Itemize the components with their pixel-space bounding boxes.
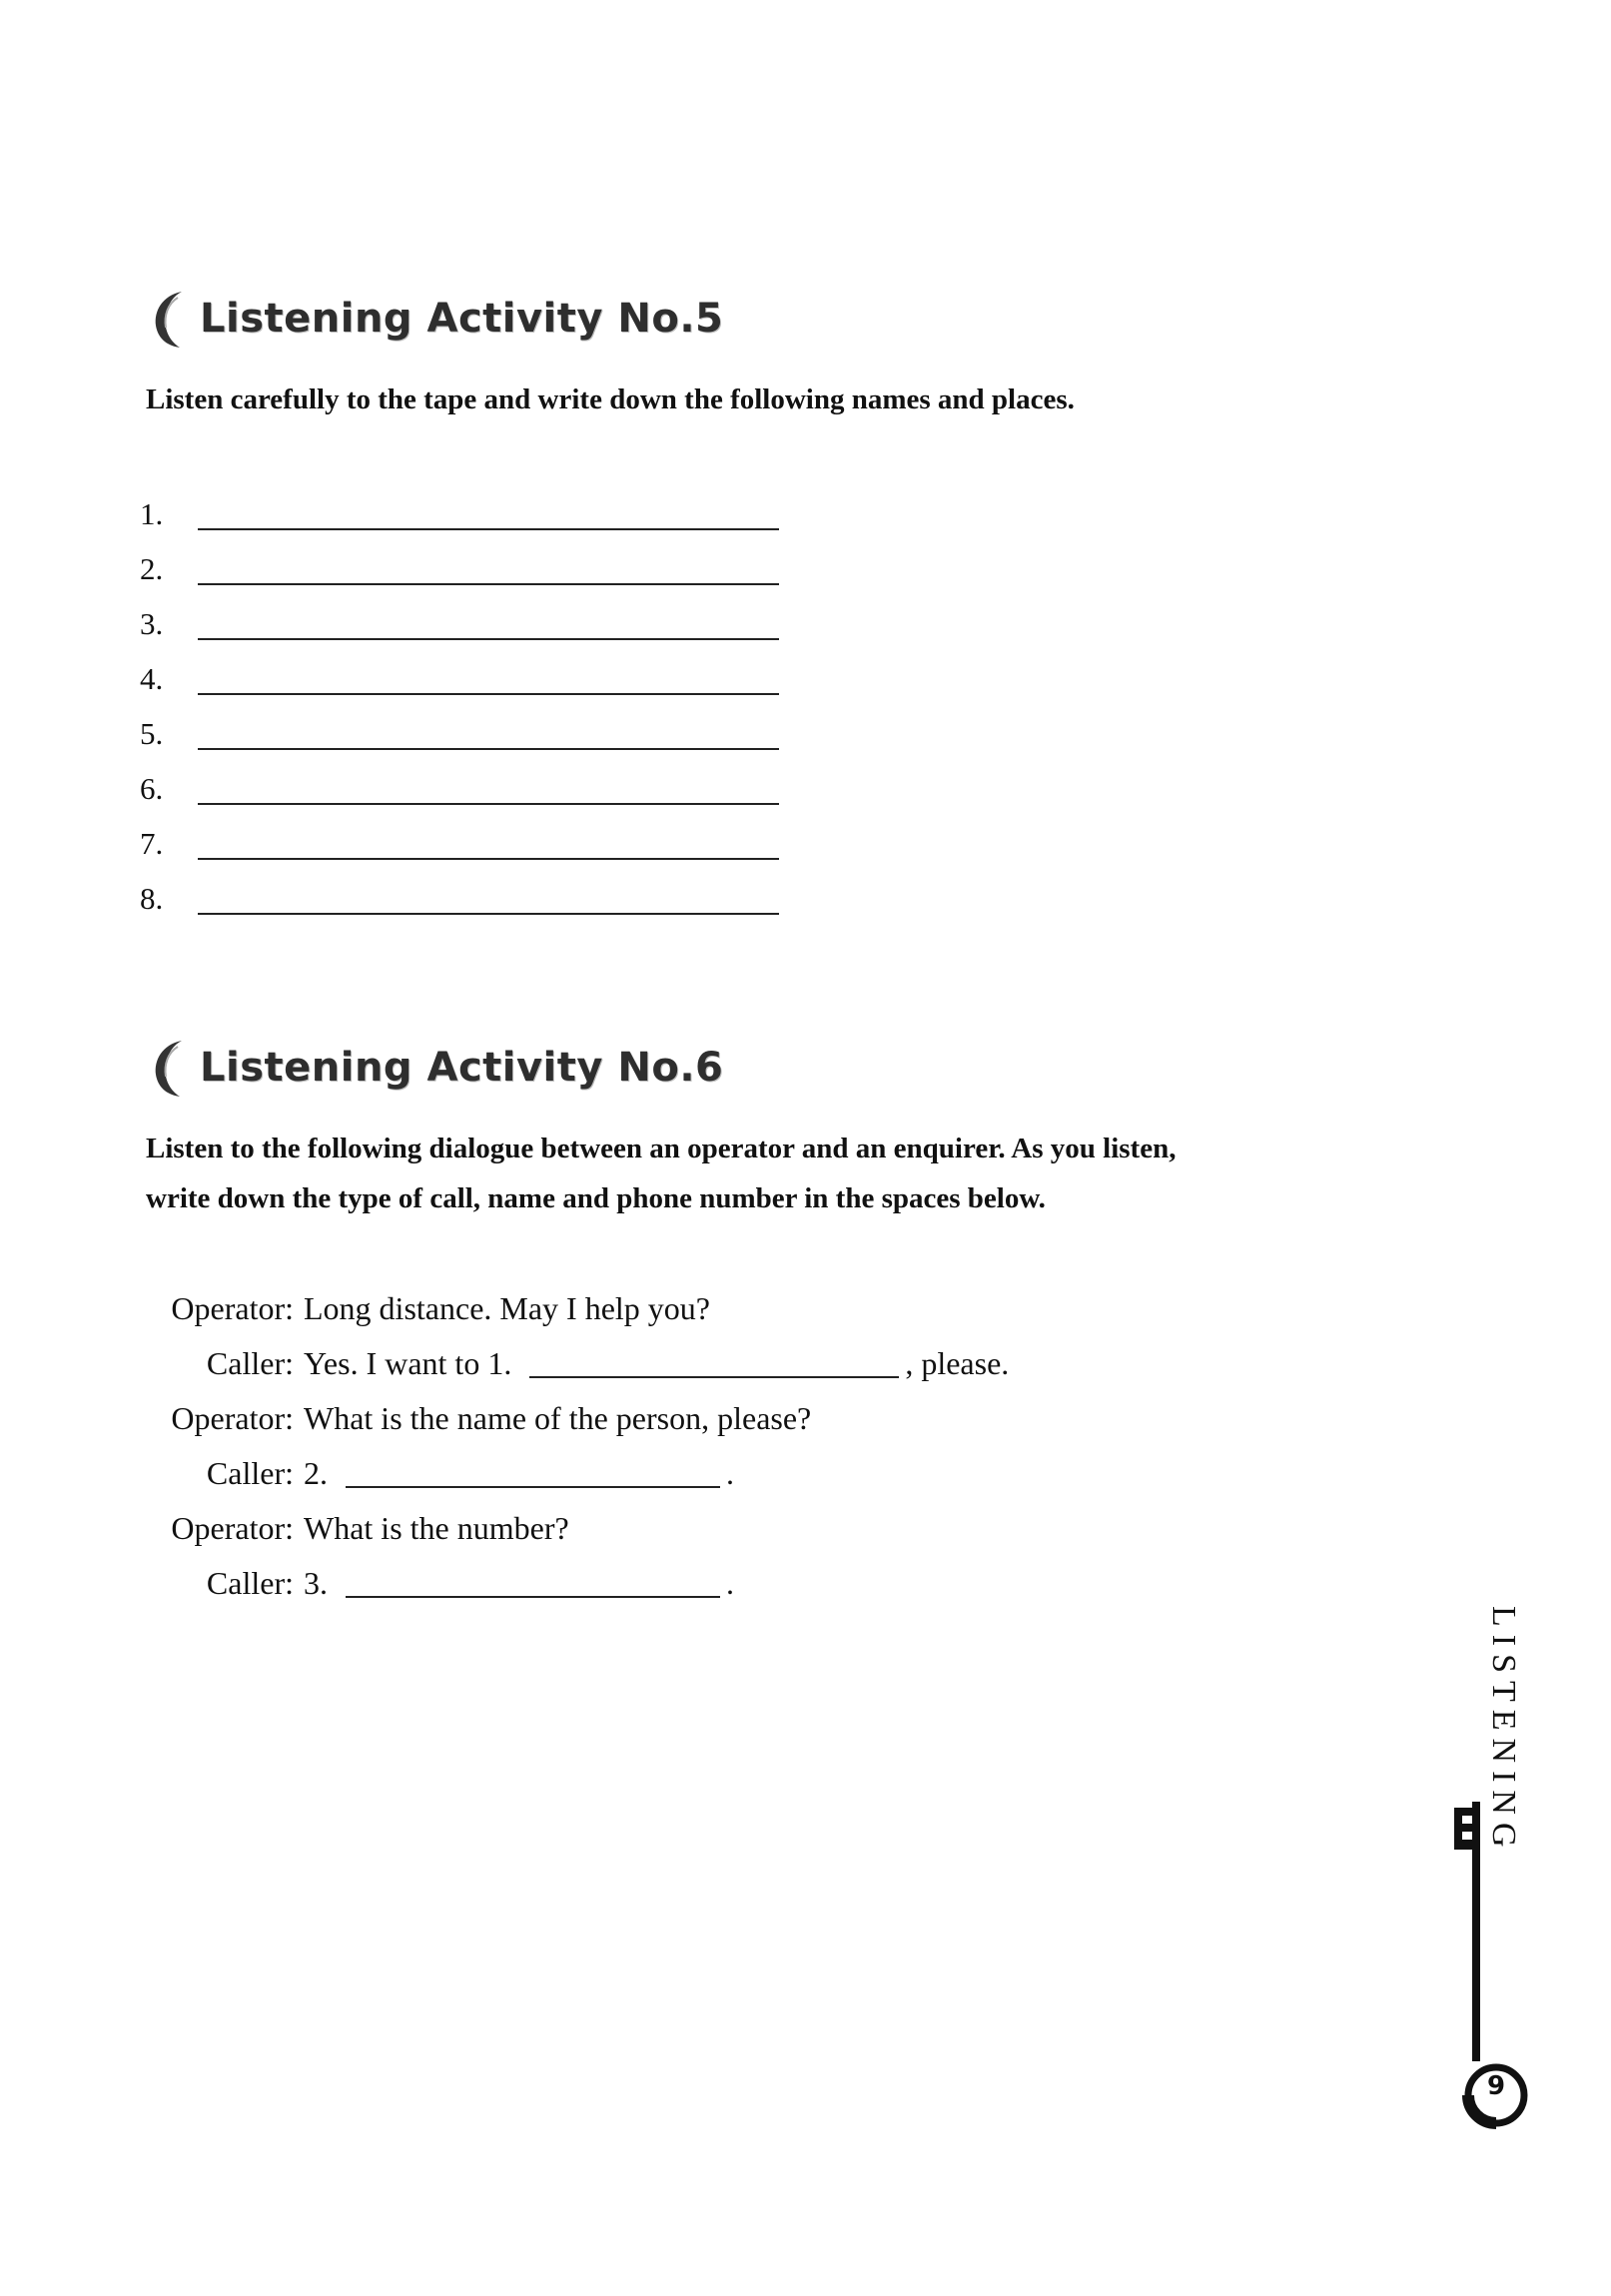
call-type-blank[interactable] — [529, 1342, 899, 1378]
dialogue-line-operator — [134, 1382, 1133, 1437]
phone-number-blank[interactable] — [346, 1562, 720, 1598]
blank-number: 6. — [140, 771, 164, 806]
speaker-label: Caller: — [206, 1345, 294, 1381]
answer-line[interactable] — [198, 818, 779, 860]
dialogue-text: 3. — [304, 1565, 328, 1601]
blank-number: 4. — [140, 661, 164, 696]
activity-6-instruction-line-1: Listen to the following dialogue between an operator and an enquirer. As you listen, — [146, 1133, 1177, 1164]
dialogue-text: What is the name of the person, please? — [304, 1400, 812, 1436]
activity-5-instruction: Listen carefully to the tape and write down the following names and places. — [146, 383, 1075, 415]
person-name-blank[interactable] — [346, 1452, 720, 1488]
speaker-label: Operator: — [171, 1400, 294, 1436]
blank-number: 1. — [140, 496, 164, 531]
dialogue-line-operator — [134, 1272, 1133, 1327]
section-label: LISTENING — [1485, 1606, 1522, 1856]
blank-number: 2. — [140, 551, 164, 586]
dialogue-text: Yes. I want to 1. — [304, 1345, 512, 1381]
activity-6-title: Listening Activity No.6 — [200, 1045, 724, 1091]
answer-blank-7 — [140, 809, 779, 864]
speaker-label: Operator: — [171, 1510, 294, 1546]
speaker-label: Caller: — [206, 1565, 294, 1601]
answer-blank-list — [140, 479, 779, 919]
speaker-label: Operator: — [171, 1290, 294, 1326]
answer-line[interactable] — [198, 543, 779, 585]
answer-line[interactable] — [198, 763, 779, 805]
dialogue-text-after: , please. — [905, 1345, 1010, 1381]
answer-line[interactable] — [198, 488, 779, 530]
speaker-label: Caller: — [206, 1455, 294, 1491]
answer-blank-1 — [140, 479, 779, 534]
answer-line[interactable] — [198, 598, 779, 640]
dialogue-text: Long distance. May I help you? — [304, 1290, 710, 1326]
answer-blank-5 — [140, 699, 779, 754]
blank-number: 5. — [140, 716, 164, 751]
dialogue-line-caller — [134, 1327, 1133, 1382]
dialogue-text: 2. — [304, 1455, 328, 1491]
blank-number: 3. — [140, 606, 164, 641]
activity-5-title: Listening Activity No.5 — [200, 296, 724, 342]
answer-blank-4 — [140, 644, 779, 699]
dialogue-text-after: . — [726, 1455, 734, 1491]
blank-number: 7. — [140, 826, 164, 861]
crescent-icon — [148, 288, 194, 350]
dialogue — [134, 1272, 1133, 1602]
activity-5-heading — [148, 284, 723, 354]
answer-blank-6 — [140, 754, 779, 809]
answer-blank-2 — [140, 534, 779, 589]
dialogue-line-caller — [134, 1437, 1133, 1492]
answer-line[interactable] — [198, 653, 779, 695]
answer-blank-8 — [140, 864, 779, 919]
page-number: 9 — [1486, 2071, 1506, 2101]
blank-number: 8. — [140, 881, 164, 916]
answer-line[interactable] — [198, 708, 779, 750]
activity-6-heading — [148, 1033, 723, 1103]
answer-blank-3 — [140, 589, 779, 644]
activity-6-instruction-line-2: write down the type of call, name and phone number in the spaces below. — [146, 1182, 1046, 1214]
dialogue-text: What is the number? — [304, 1510, 569, 1546]
dialogue-line-operator — [134, 1492, 1133, 1547]
answer-line[interactable] — [198, 873, 779, 915]
dialogue-text-after: . — [726, 1565, 734, 1601]
dialogue-line-caller — [134, 1547, 1133, 1602]
crescent-icon — [148, 1037, 194, 1099]
